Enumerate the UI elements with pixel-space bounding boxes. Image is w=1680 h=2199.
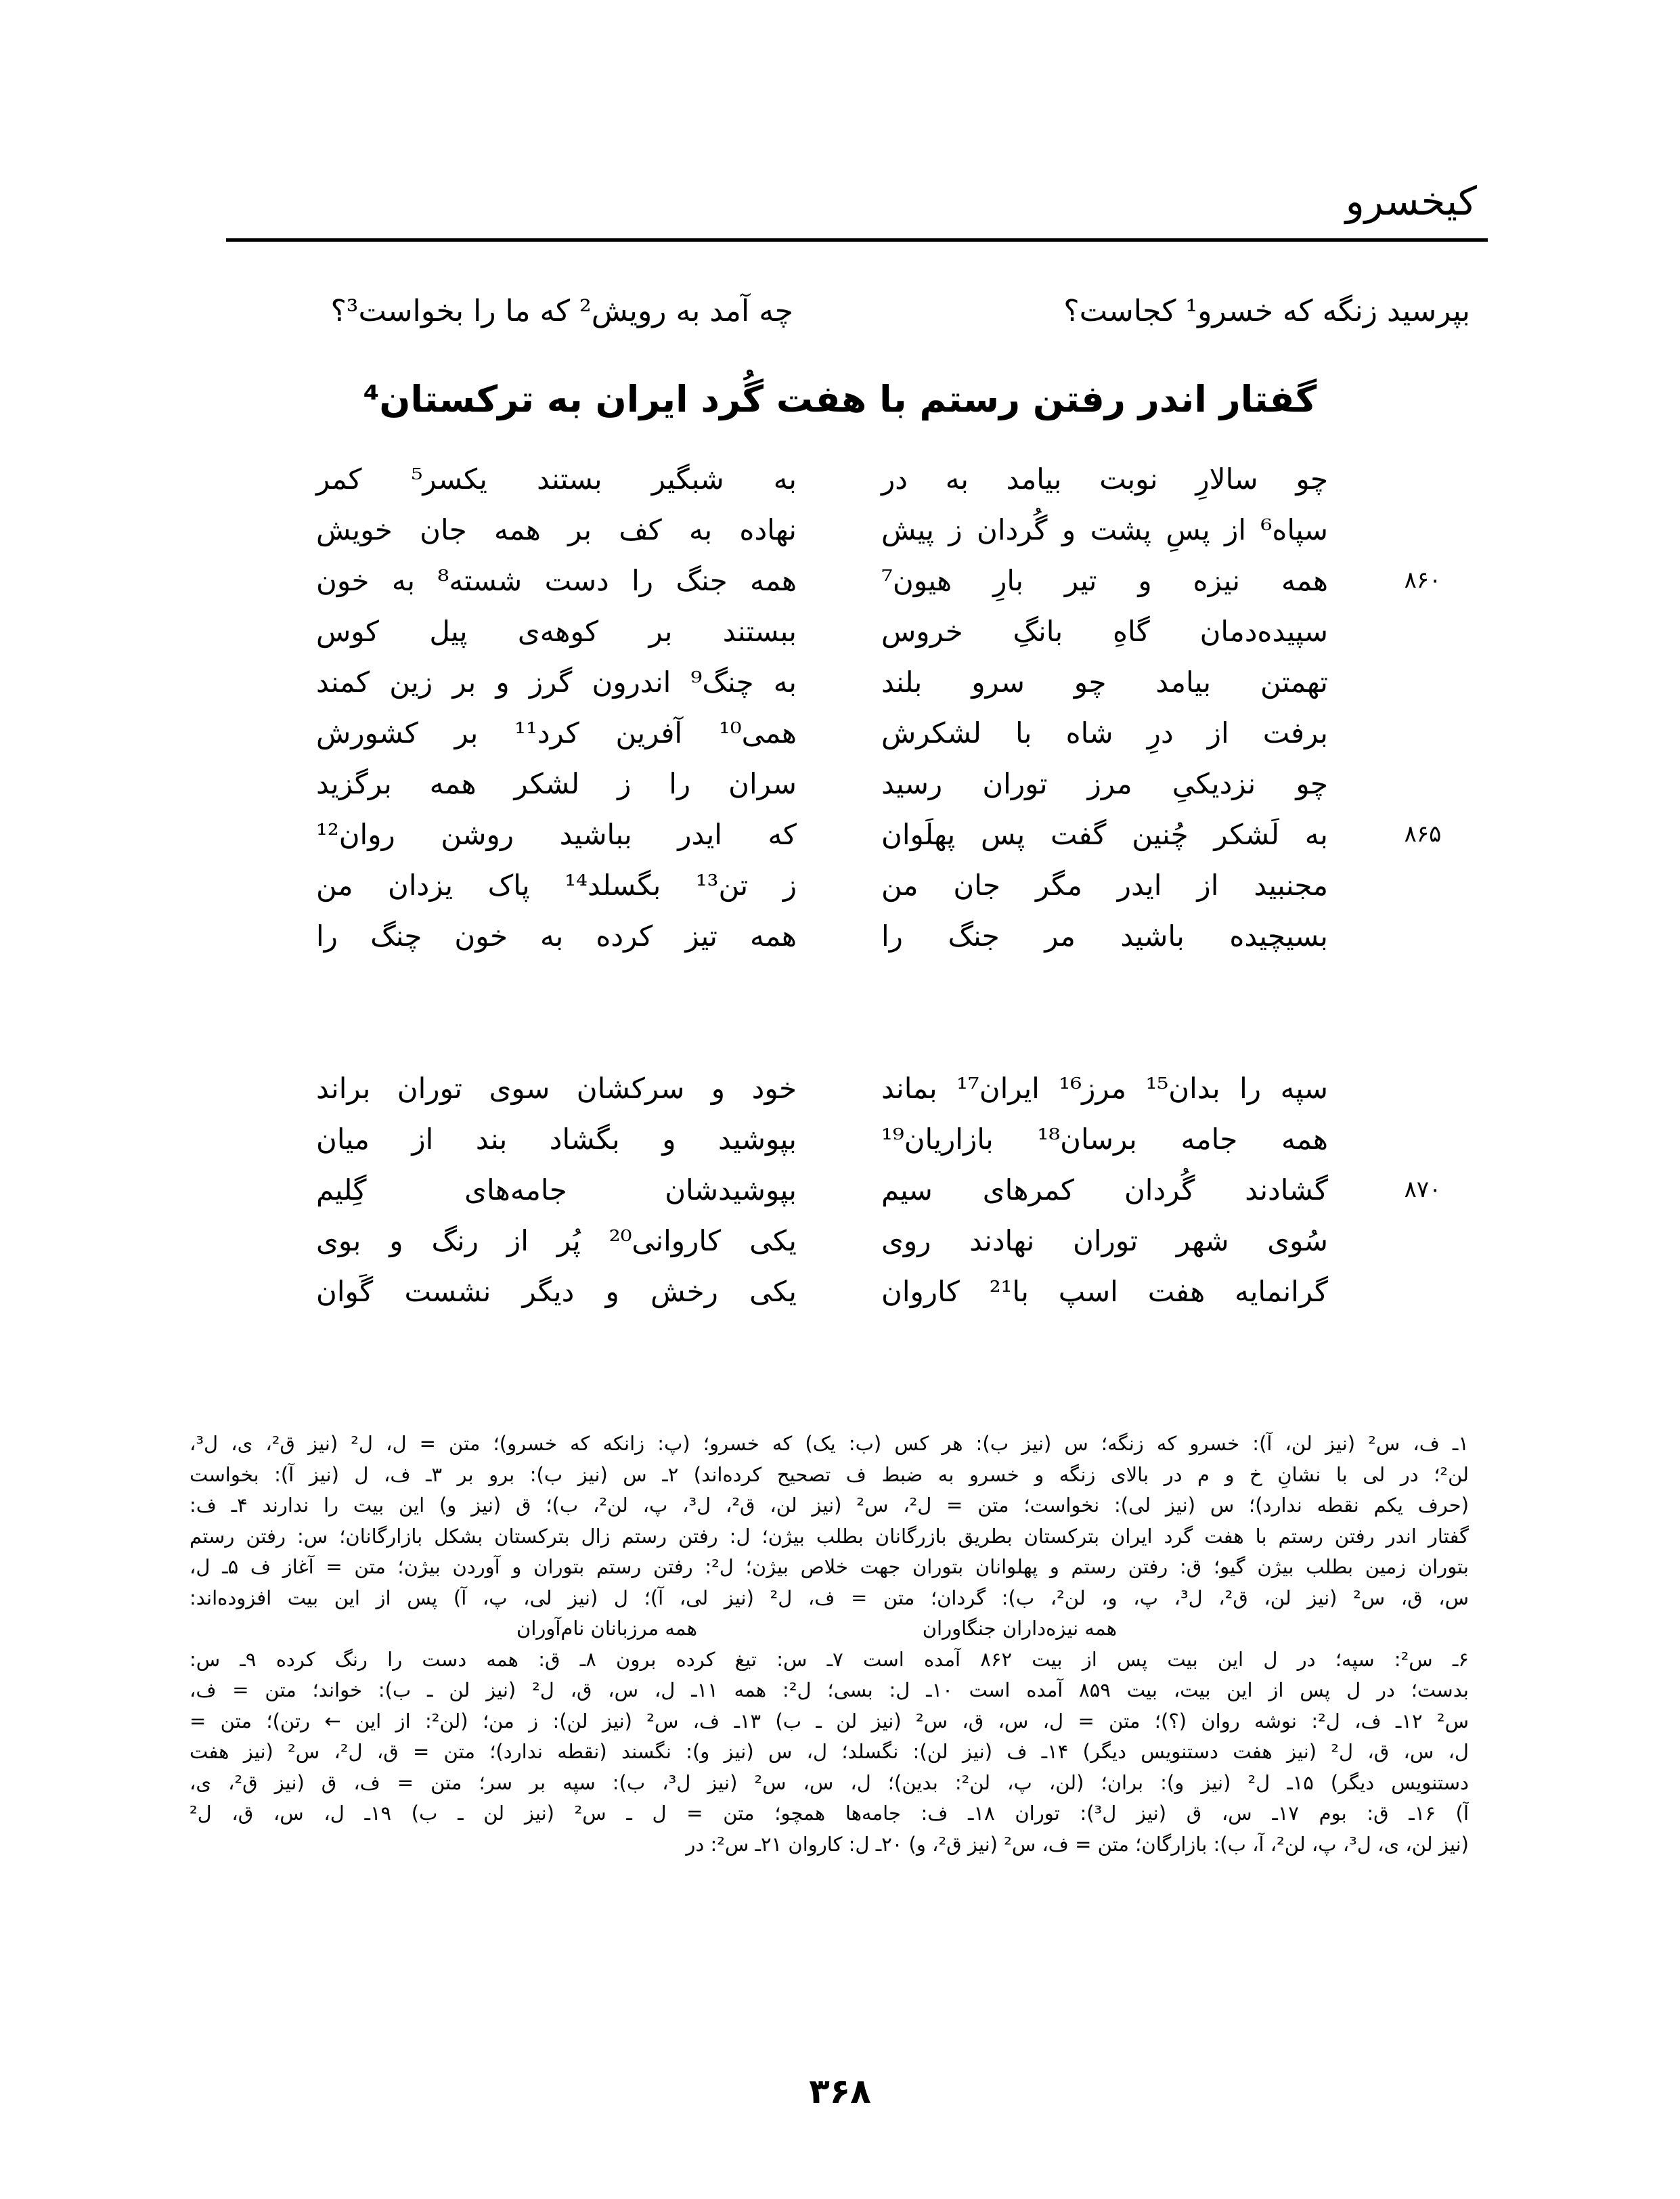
verse-row (0, 555, 1680, 606)
footnote-line: (حرف یکم نقطه ندارد)؛ س (نیز لی): نخواست؛ متن = ل²، س² (نیز لن، ق²، ل³، پ، لن²، ب)؛ ق (نیز و) این بیت را ندارند ۴ـ ف: (190, 1494, 1469, 1517)
page-number: ۳۶۸ (809, 2072, 871, 2111)
verse-row (0, 657, 1680, 707)
hemistich-right: سُوی شهر توران نهادند روی (881, 1224, 1328, 1257)
footnote-line: ۱ـ ف، س² (نیز لن، آ): خسرو که زنگه؛ س (نیز ب): هر کس (ب: یک) که خسرو؛ (پ: زانکه که خسرو)؛ متن = ل، ل² (نیز ق²، ی، ل³، (190, 1432, 1469, 1455)
verse-row (0, 606, 1680, 657)
verse-row (0, 454, 1680, 504)
hemistich-left: همه جنگ را دست شسته⁸ به خون (316, 564, 797, 597)
verse-row (0, 758, 1680, 809)
hemistich-left: همه تیز کرده به خون چنگ را (316, 919, 797, 953)
opening-hemistich-left: چه آمد به رویش² که ما را بخواست³؟ (330, 294, 793, 328)
hemistich-right: سپیده‌دمان گاهِ بانگِ خروس (881, 615, 1328, 648)
hemistich-left: یکی کاروانی²⁰ پُر از رنگ و بوی (316, 1224, 797, 1257)
hemistich-left: سران را ز لشکر همه برگزید (316, 767, 797, 800)
verse-row (0, 1215, 1680, 1266)
footnote-line: بتوران زمین بطلب بیژن گیو؛ ق: رفتن رستم و پهلوانان بتوران جهت خلاص بیژن؛ ل²: رفتن رستم بتوران و آوردن بیژن؛ متن = آغاز ف ۵ـ ل، (190, 1555, 1469, 1578)
section-heading: گفتار اندر رفتن رستم با هفت گُرد ایران به ترکستان⁴ (363, 378, 1317, 420)
footnote-added-verse (190, 1613, 1469, 1645)
added-verse-left: همه مرزبانان نام‌آوران (516, 1617, 697, 1640)
verse-row (0, 1114, 1680, 1164)
hemistich-left: ز تن¹³ بگسلد¹⁴ پاک یزدان من (316, 869, 797, 902)
hemistich-right: سپاه⁶ از پسِ پشت و گُردان ز پیش (881, 513, 1328, 546)
verse-row (0, 504, 1680, 555)
header-rule (226, 238, 1488, 242)
hemistich-left: همی¹⁰ آفرین کرد¹¹ بر کشورش (316, 716, 797, 749)
hemistich-right: به لَشکر چُنین گفت پس پهلَوان (881, 818, 1328, 851)
verse-row (0, 911, 1680, 961)
footnote-line: بدست؛ در ل پس از این بیت، بیت ۸۵۹ آمده است ۱۰ـ ل: بسی؛ ل²: همه ۱۱ـ ل، س، ق، ل² (نیز لن ـ ب): خواند؛ متن = ف، (190, 1678, 1469, 1701)
hemistich-right: گشادند گُردان کمرهای سیم (881, 1173, 1328, 1206)
footnote-line: س² ۱۲ـ ف، ل²: نوشه روان (؟)؛ متن = ل، س، ق، س² (نیز لن ـ ب) ۱۳ـ ف، س² (نیز لن): ز من؛ (لن²: از این ← رتن)؛ متن = (190, 1709, 1469, 1733)
hemistich-left: یکی رخش و دیگر نشست گَوان (316, 1275, 797, 1308)
hemistich-right: چو سالارِ نوبت بیامد به در (881, 462, 1328, 496)
footnote-line: گفتار اندر رفتن رستم با هفت گرد ایران بترکستان بطریق بازرگانان بطلب بیژن؛ ل: رفتن رستم زال بترکستان بشکل بازارگانان؛ س: رفتن رستم (190, 1524, 1469, 1548)
verse-number: ۸۷۰ (1404, 1176, 1442, 1203)
footnotes (190, 1429, 1469, 1860)
hemistich-left: نهاده به کف بر همه جان خویش (316, 513, 797, 546)
hemistich-right: مجنبید از ایدر مگر جان من (881, 869, 1328, 902)
opening-hemistich-right: بپرسید زنگه که خسرو¹ کجاست؟ (1063, 294, 1470, 328)
opening-couplet (0, 284, 1680, 339)
verse-block-1 (0, 454, 1680, 961)
footnote-line: (نیز لن، ی، ل³، پ، لن²، آ، ب): بازارگان؛ متن = ف، س² (نیز ق²، و) ۲۰ـ ل: کاروان ۲۱ـ س²: در (686, 1832, 1469, 1856)
running-head-title: کیخسرو (1345, 178, 1477, 224)
added-verse-right: همه نیزه‌داران جنگاوران (922, 1617, 1117, 1640)
footnote-line: دستنویس دیگر) ۱۵ـ ل² (نیز و): بران؛ (لن، پ، لن²: بدین)؛ ل، س، س² (نیز ل³، ب): سپه بر سر؛ متن = ف، ق (نیز ق²، ی، (190, 1770, 1469, 1794)
footnote-line: ل، س، ق، ل² (نیز هفت دستنویس دیگر) ۱۴ـ ف (نیز لن): نگسلد؛ ل، س (نیز و): نگسند (نقطه ندارد)؛ متن = ق، ل²، س² (نیز هفت (190, 1740, 1469, 1763)
verse-row (0, 1164, 1680, 1215)
hemistich-left: به چنگ⁹ اندرون گرز و بر زین کمند (316, 666, 797, 699)
footnote-line: س، ق، س² (نیز لن، ق²، ل³، پ، و، لن²، ب): گردان؛ متن = ف، ل² (نیز لی، آ)؛ ل (نیز لی، پ، آ) پس از این بیت افزوده‌اند: (190, 1586, 1469, 1609)
footnote-line: آ) ۱۶ـ ق: بوم ۱۷ـ س، ق (نیز ل³): توران ۱۸ـ ف: جامه‌ها همچو؛ متن = ل ـ س² (نیز لن ـ ب) ۱۹ـ ل، س، ق، ل² (190, 1802, 1469, 1825)
verse-row (0, 1266, 1680, 1317)
verse-block-2 (0, 1063, 1680, 1317)
verse-row (0, 707, 1680, 758)
verse-number: ۸۶۵ (1404, 821, 1442, 848)
hemistich-right: همه جامه برسان¹⁸ بازاریان¹⁹ (881, 1123, 1328, 1156)
hemistich-right: همه نیزه و تیر بارِ هیون⁷ (881, 564, 1328, 597)
verse-row (0, 809, 1680, 860)
hemistich-right: سپه را بدان¹⁵ مرز¹⁶ ایران¹⁷ بماند (881, 1072, 1328, 1105)
hemistich-left: بپوشیدشان جامه‌های گِلیم (316, 1173, 797, 1206)
hemistich-right: بسیچیده باشید مر جنگ را (881, 919, 1328, 953)
hemistich-right: تهمتن بیامد چو سرو بلند (881, 666, 1328, 699)
footnote-line: ۶ـ س²: سپه؛ در ل این بیت پس از بیت ۸۶۲ آمده است ۷ـ س: تیغ کرده برون ۸ـ ق: همه دست را رنگ کرده ۹ـ س: (190, 1647, 1469, 1671)
hemistich-left: خود و سرکشان سوی توران براند (316, 1072, 797, 1105)
footnote-line: لن²؛ در لی با نشانِ خ و م در بالای زنگه و خسرو به ضبط ف تصحیح کرده‌اند) ۲ـ س (نیز ب): برو بر ۳ـ ف، ل (نیز آ): بخواست (190, 1462, 1469, 1486)
verse-row (0, 860, 1680, 911)
verse-row (0, 1063, 1680, 1114)
hemistich-left: که ایدر بباشید روشن روان¹² (316, 818, 797, 851)
hemistich-left: بپوشید و بگشاد بند از میان (316, 1123, 797, 1156)
verse-number: ۸۶۰ (1404, 567, 1442, 594)
hemistich-right: چو نزدیکیِ مرز توران رسید (881, 767, 1328, 800)
hemistich-right: برفت از درِ شاه با لشکرش (881, 716, 1328, 749)
hemistich-left: به شبگیر بستند یکسر⁵ کمر (316, 462, 797, 496)
hemistich-left: ببستند بر کوهه‌ی پیل کوس (316, 615, 797, 648)
hemistich-right: گرانمایه هفت اسپ با²¹ کاروان (881, 1275, 1328, 1308)
